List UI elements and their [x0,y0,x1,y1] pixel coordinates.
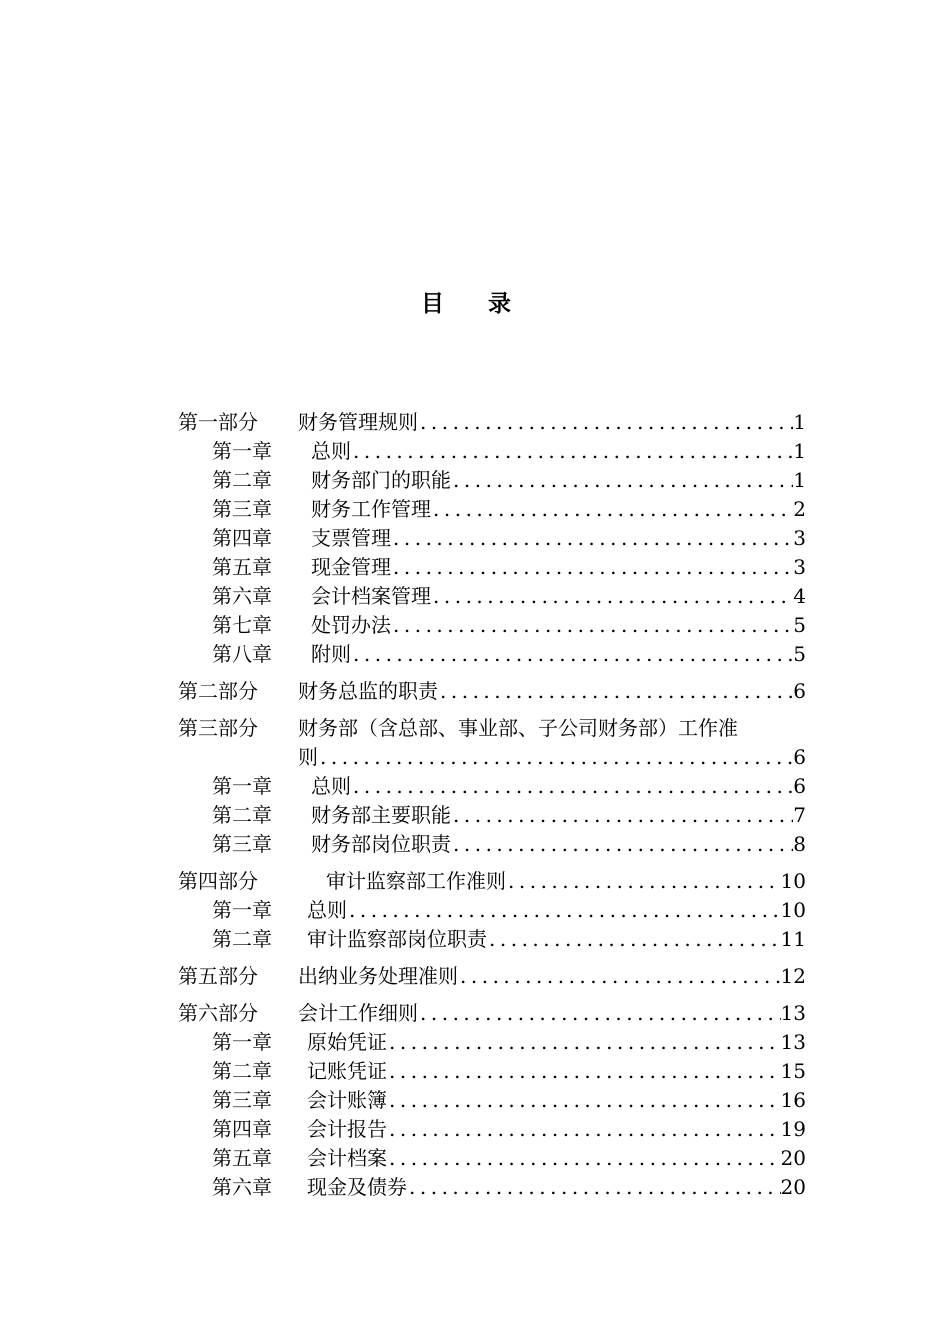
toc-entry[interactable] [178,801,806,830]
toc-dot-leader [487,925,781,954]
toc-dot-leader [438,677,793,706]
toc-dot-leader [418,999,781,1028]
toc-dot-leader [318,743,793,772]
toc-entry[interactable] [178,1144,806,1173]
toc-entry-title: 出纳业务处理准则 [298,964,458,988]
toc-entry-title: 则 [298,745,318,769]
toc-entry-number: 第五部分 [178,964,258,988]
toc-page-number: 2 [793,497,806,521]
toc-entry[interactable] [178,962,806,991]
toc-entry[interactable] [178,611,806,640]
toc-entry-number: 第六章 [212,584,272,608]
toc-entry-title: 财务部门的职能 [311,468,451,492]
toc-entry-title: 财务部岗位职责 [311,832,451,856]
toc-dot-leader [451,801,793,830]
toc-entry-title: 总则 [311,439,351,463]
toc-dot-leader [351,437,793,466]
toc-dot-leader [418,408,793,437]
toc-dot-leader [347,896,781,925]
toc-page-number: 13 [780,1001,806,1025]
toc-entry[interactable] [178,1057,806,1086]
toc-dot-leader [431,582,793,611]
toc-page-number: 6 [793,679,806,703]
toc-entry-number: 第一部分 [178,410,258,434]
toc-page-number: 7 [793,803,806,827]
toc-entry[interactable] [178,582,806,611]
toc-entry-number: 第四章 [212,1117,272,1141]
toc-entry-title: 财务部（含总部、事业部、子公司财务部）工作准 [298,716,738,740]
toc-entry-continuation[interactable] [178,743,806,772]
toc-entry-number: 第二章 [212,468,272,492]
toc-entry-number: 第一章 [212,898,272,922]
toc-dot-leader [391,553,793,582]
toc-entry-title: 原始凭证 [307,1030,387,1054]
toc-entry-number: 第三章 [212,1088,272,1112]
toc-entry-title: 财务管理规则 [298,410,418,434]
toc-entry[interactable] [178,772,806,801]
toc-entry-number: 第六章 [212,1175,272,1199]
toc-entry-number: 第七章 [212,613,272,637]
toc-entry[interactable] [178,408,806,437]
toc-page-number: 11 [780,927,806,951]
toc-page-number: 15 [780,1059,806,1083]
toc-entry-title: 记账凭证 [307,1059,387,1083]
toc-entry-number: 第四部分 [178,869,258,893]
toc-dot-leader [351,772,793,801]
toc-entry-title: 现金及债券 [307,1175,407,1199]
toc-entry-number: 第一章 [212,774,272,798]
toc-entry-number: 第三章 [212,497,272,521]
toc-entry[interactable] [178,437,806,466]
toc-page-number: 5 [793,613,806,637]
toc-entry-title: 支票管理 [311,526,391,550]
toc-entry-title: 审计监察部岗位职责 [307,927,487,951]
toc-entry-number: 第四章 [212,526,272,550]
toc-entry-title: 会计报告 [307,1117,387,1141]
toc-dot-leader [387,1115,781,1144]
toc-dot-leader [387,1028,781,1057]
toc-entry-title: 会计工作细则 [298,1001,418,1025]
toc-entry-title: 财务工作管理 [311,497,431,521]
toc-title: 目 录 [420,290,529,317]
toc-dot-leader [451,466,793,495]
toc-entry-number: 第五章 [212,1146,272,1170]
toc-entry-title: 审计监察部工作准则 [326,869,506,893]
toc-entry[interactable] [178,495,806,524]
toc-entry[interactable] [178,1028,806,1057]
toc-entry-title: 现金管理 [311,555,391,579]
toc-entry[interactable] [178,867,806,896]
toc-entry-title: 财务总监的职责 [298,679,438,703]
toc-page-number: 8 [793,832,806,856]
toc-page-number: 1 [793,410,806,434]
toc-page-number: 16 [780,1088,806,1112]
toc-entry[interactable] [178,1115,806,1144]
toc-page-number: 4 [793,584,806,608]
toc-dot-leader [431,495,793,524]
toc-entry[interactable] [178,466,806,495]
toc-entry[interactable] [178,925,806,954]
toc-entry-number: 第三章 [212,832,272,856]
toc-entry-number: 第二部分 [178,679,258,703]
toc-entry[interactable] [178,640,806,669]
toc-entry-number: 第八章 [212,642,272,666]
toc-entry-number: 第二章 [212,803,272,827]
toc-page-number: 10 [780,898,806,922]
toc-entry-number: 第三部分 [178,716,258,740]
toc-page-number: 10 [780,869,806,893]
toc-page-number: 12 [780,964,806,988]
toc-entry[interactable] [178,714,806,743]
toc-entry-number: 第二章 [212,927,272,951]
toc-entry-number: 第一章 [212,1030,272,1054]
toc-entry[interactable] [178,830,806,859]
toc-entry-number: 第六部分 [178,1001,258,1025]
toc-entry-title: 会计账簿 [307,1088,387,1112]
toc-page-number: 3 [793,526,806,550]
toc-entry-title: 总则 [307,898,347,922]
toc-entry[interactable] [178,524,806,553]
toc-entry-title: 会计档案管理 [311,584,431,608]
toc-page-number: 1 [793,439,806,463]
toc-entry[interactable] [178,896,806,925]
toc-entry[interactable] [178,677,806,706]
toc-entry[interactable] [178,1086,806,1115]
toc-dot-leader [506,867,781,896]
toc-dot-leader [351,640,793,669]
toc-dot-leader [387,1057,781,1086]
table-of-contents [178,408,806,1202]
toc-dot-leader [387,1086,781,1115]
toc-entry-title: 总则 [311,774,351,798]
toc-entry[interactable] [178,999,806,1028]
toc-page-number: 19 [780,1117,806,1141]
toc-dot-leader [391,611,793,640]
toc-page-number: 5 [793,642,806,666]
toc-entry-number: 第一章 [212,439,272,463]
toc-entry-title: 附则 [311,642,351,666]
toc-page-number: 20 [780,1146,806,1170]
toc-page-number: 6 [793,745,806,769]
toc-entry[interactable] [178,553,806,582]
toc-page-number: 1 [793,468,806,492]
toc-entry-title: 处罚办法 [311,613,391,637]
toc-entry[interactable] [178,1173,806,1202]
toc-page-number: 6 [793,774,806,798]
toc-dot-leader [387,1144,781,1173]
toc-entry-number: 第二章 [212,1059,272,1083]
toc-entry-title: 会计档案 [307,1146,387,1170]
toc-entry-number: 第五章 [212,555,272,579]
toc-dot-leader [458,962,781,991]
toc-page-number: 3 [793,555,806,579]
toc-page-number: 13 [780,1030,806,1054]
toc-page-number: 20 [780,1175,806,1199]
toc-dot-leader [391,524,793,553]
toc-dot-leader [407,1173,781,1202]
toc-entry-title: 财务部主要职能 [311,803,451,827]
toc-dot-leader [451,830,793,859]
